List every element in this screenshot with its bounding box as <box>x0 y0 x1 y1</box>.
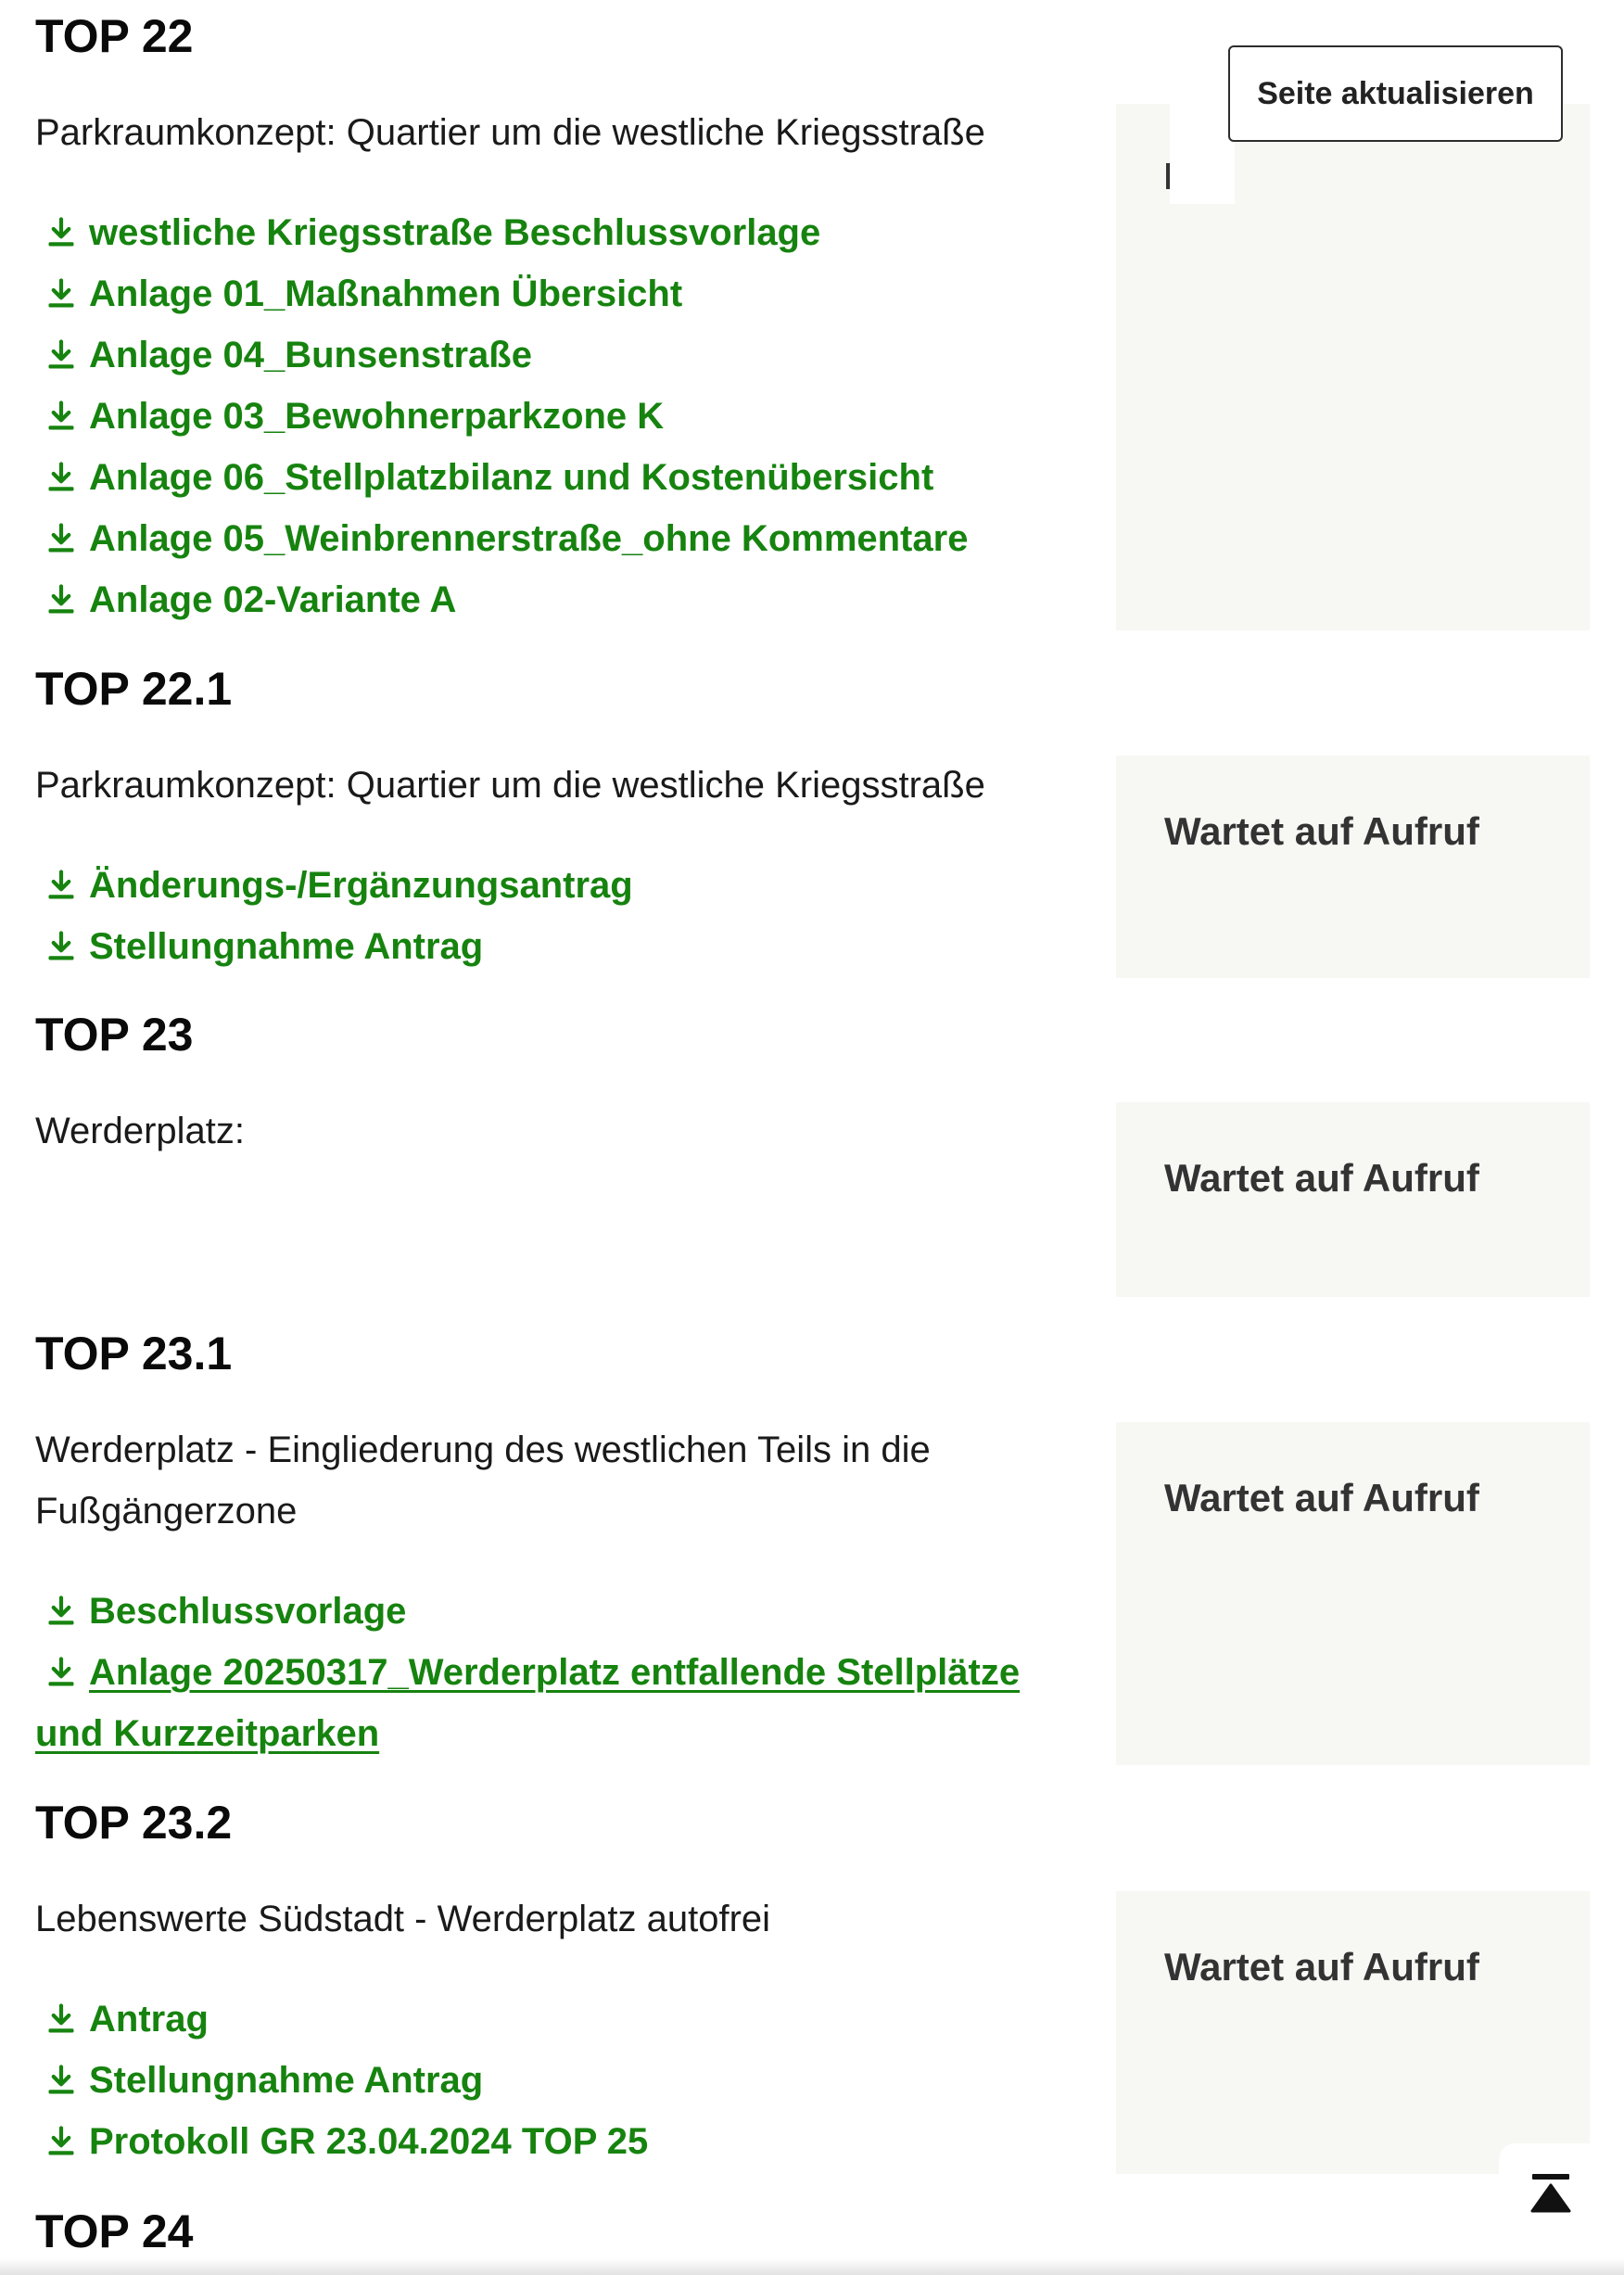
download-icon <box>44 868 78 901</box>
download-icon <box>44 276 78 310</box>
document-link-label: Anlage 03_Bewohnerparkzone K <box>89 396 665 437</box>
document-link[interactable] <box>35 1581 1083 1642</box>
agenda-heading: TOP 22 <box>35 10 194 62</box>
status-box <box>1116 1422 1590 1765</box>
status-box <box>1116 1102 1590 1297</box>
agenda-heading: TOP 24 <box>35 2205 194 2257</box>
download-icon <box>44 1655 78 1688</box>
agenda-description: Werderplatz - Eingliederung des westlichen Teils in die Fußgängerzone <box>35 1430 931 1531</box>
document-link[interactable] <box>35 202 1083 263</box>
agenda-description: Werderplatz: <box>35 1111 246 1151</box>
download-icon <box>44 215 78 248</box>
agenda-heading: TOP 23 <box>35 1009 194 1061</box>
agenda-heading: TOP 23.1 <box>35 1328 233 1379</box>
refresh-page-button[interactable]: Seite aktualisieren <box>1228 45 1563 142</box>
scroll-to-top-button[interactable] <box>1499 2143 1603 2247</box>
document-link-label: Anlage 02-Variante A <box>89 579 457 620</box>
document-link[interactable] <box>35 855 1083 916</box>
bottom-bar-shadow <box>0 2258 1624 2275</box>
download-icon <box>44 2124 78 2157</box>
document-link-label: Beschlussvorlage <box>89 1591 407 1632</box>
document-link[interactable] <box>35 1642 1083 1764</box>
document-link[interactable] <box>35 916 1083 977</box>
download-icon <box>44 929 78 962</box>
status-box-overlap <box>1170 100 1235 204</box>
document-link-label: Protokoll GR 23.04.2024 TOP 25 <box>89 2121 649 2162</box>
download-icon <box>44 337 78 371</box>
download-icon <box>44 2002 78 2035</box>
agenda-heading: TOP 22.1 <box>35 663 233 715</box>
status-text: Wartet auf Aufruf <box>1164 809 1479 853</box>
agenda-description: Parkraumkonzept: Quartier um die westliche Kriegsstraße <box>35 112 985 153</box>
document-list <box>35 1989 1083 2172</box>
document-link[interactable] <box>35 2050 1083 2111</box>
agenda-description: Parkraumkonzept: Quartier um die westliche Kriegsstraße <box>35 765 985 806</box>
document-link[interactable] <box>35 447 1083 508</box>
arrow-to-top-icon <box>1528 2172 1574 2218</box>
download-icon <box>44 582 78 616</box>
agenda-heading: TOP 23.2 <box>35 1797 233 1849</box>
download-icon <box>44 399 78 432</box>
download-icon <box>44 460 78 493</box>
document-link-label: Antrag <box>89 1999 209 2040</box>
document-link[interactable] <box>35 1989 1083 2050</box>
download-icon <box>44 2063 78 2096</box>
document-link-label: Anlage 01_Maßnahmen Übersicht <box>89 273 683 314</box>
document-link[interactable] <box>35 2111 1083 2172</box>
document-link[interactable] <box>35 569 1083 630</box>
document-link-label: Stellungnahme Antrag <box>89 926 484 967</box>
document-link-label: Anlage 06_Stellplatzbilanz und Kostenübersicht <box>89 457 934 498</box>
clipped-status-text <box>1166 163 1170 189</box>
status-text: Wartet auf Aufruf <box>1164 1945 1479 1989</box>
document-link[interactable] <box>35 386 1083 447</box>
document-list <box>35 855 1083 977</box>
download-icon <box>44 1594 78 1627</box>
document-link-label: westliche Kriegsstraße Beschlussvorlage <box>89 212 821 253</box>
status-text: Wartet auf Aufruf <box>1164 1476 1479 1519</box>
status-text: Wartet auf Aufruf <box>1164 1156 1479 1200</box>
download-icon <box>44 521 78 554</box>
agenda-description: Lebenswerte Südstadt - Werderplatz autofrei <box>35 1899 771 1939</box>
document-link[interactable] <box>35 508 1083 569</box>
document-link[interactable] <box>35 263 1083 324</box>
document-list <box>35 1581 1083 1764</box>
document-link-label: Anlage 05_Weinbrennerstraße_ohne Kommentare <box>89 518 969 559</box>
document-link-label: Anlage 20250317_Werderplatz entfallende Stellplätze und Kurzzeitparken <box>35 1652 1021 1754</box>
document-link-label: Stellungnahme Antrag <box>89 2060 484 2101</box>
document-list <box>35 202 1083 630</box>
status-box <box>1116 1891 1590 2174</box>
document-link-label: Änderungs-/Ergänzungsantrag <box>89 865 633 906</box>
document-link[interactable] <box>35 324 1083 386</box>
document-link-label: Anlage 04_Bunsenstraße <box>89 335 532 375</box>
status-box <box>1116 756 1590 978</box>
